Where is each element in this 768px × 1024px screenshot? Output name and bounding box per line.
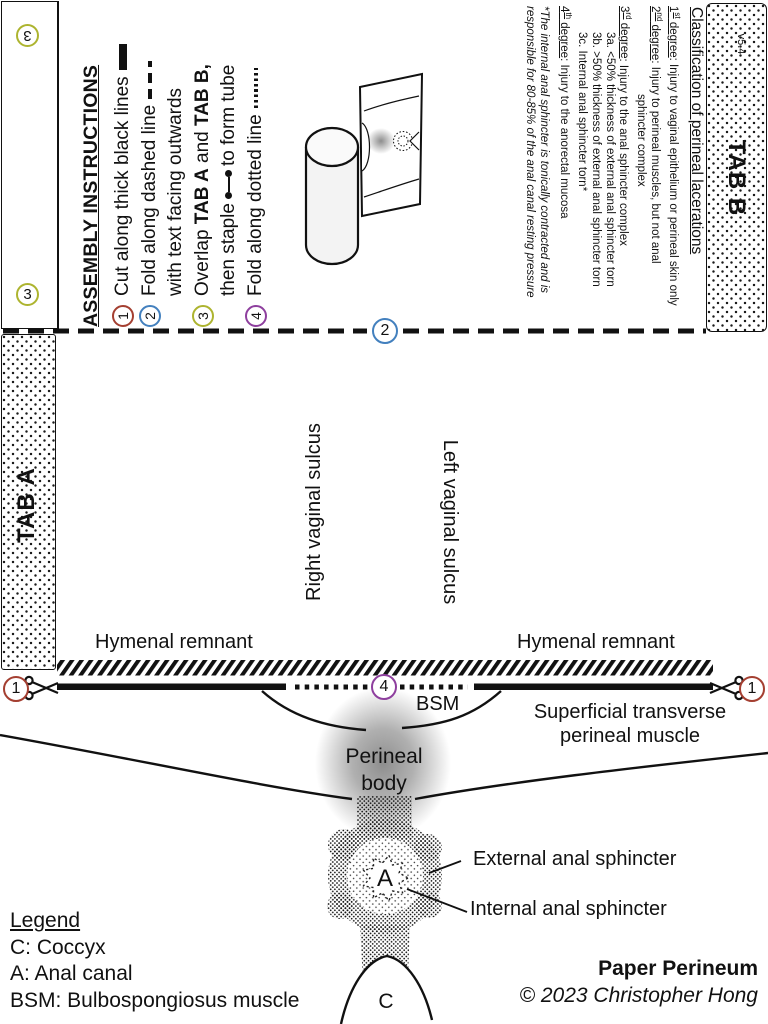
step-3-text-line2b: to form tube (218, 64, 239, 167)
version-label: v5.4 (735, 33, 747, 55)
legend-coccyx: C: Coccyx (10, 935, 106, 959)
degree-3b: 3b. >50% thickness of external anal sphincter torn (589, 32, 602, 287)
staple-sample (225, 170, 232, 199)
copyright: © 2023 Christopher Hong (519, 984, 758, 1007)
staple-marker-3-top: 3 (16, 24, 39, 47)
classification-footnote: *The internal anal sphincter is tonically contracted and is responsible for 80-85% of the anal canal resting pressure (523, 6, 550, 298)
step-3-badge: 3 (192, 305, 214, 327)
step-3-tab-b: TAB B, (192, 64, 213, 126)
step-1-text: Cut along thick black lines (112, 76, 133, 296)
degree-2-continued: sphincter complex (635, 94, 648, 187)
degree-4: 4th degree: Injury to the anorectal mucosa (557, 6, 573, 219)
bsm-label: BSM (416, 693, 460, 715)
assembled-model-illustration (306, 74, 422, 264)
degree-3c: 3c. Internal anal sphincter torn* (575, 32, 588, 192)
step-1-badge: 1 (112, 305, 134, 327)
dashed-line-sample (148, 61, 152, 99)
degree-1: 1st degree: Injury to vaginal epithelium or perineal skin only (667, 6, 682, 306)
assembly-instructions-title: ASSEMBLY INSTRUCTIONS (80, 64, 102, 327)
title-paper-perineum: Paper Perineum (598, 957, 758, 980)
coccyx-letter: C (378, 990, 394, 1013)
left-vaginal-sulcus-label: Left vaginal sulcus (439, 439, 461, 605)
step-3-tab-a: TAB A (192, 168, 213, 225)
staple-marker-3-bottom: 3 (16, 283, 39, 306)
hymenal-remnant-left-label: Hymenal remnant (95, 631, 253, 653)
step-3-text-line2: then staple (218, 203, 239, 296)
perineal-body-label: Perineal body (345, 745, 423, 795)
instruction-step-3 (190, 6, 242, 327)
instruction-step-4 (243, 6, 269, 327)
internal-anal-sphincter-label: Internal anal sphincter (470, 898, 667, 920)
assembly-instructions (80, 6, 295, 327)
tab-b-label: TAB B (723, 139, 750, 217)
dotted-line-sample (254, 68, 257, 108)
thick-line-sample (119, 44, 127, 70)
hymenal-remnant-right-label: Hymenal remnant (517, 631, 675, 653)
tab-a-label: TAB A (13, 467, 40, 543)
legend-anal-canal: A: Anal canal (10, 962, 133, 985)
staple-overlap-strip (1, 1, 59, 329)
step-2-text: Fold along dashed line (139, 104, 160, 296)
degree-3: 3rd degree: Injury to the anal sphincter complex (617, 6, 633, 246)
step-2-badge: 2 (139, 305, 161, 327)
external-anal-sphincter-label: External anal sphincter (473, 848, 677, 870)
step-3-text: Overlap (192, 224, 213, 296)
classification-title: Classification of perineal lacerations (688, 7, 705, 255)
classification-panel (488, 6, 703, 328)
footer (520, 955, 758, 1009)
superficial-transverse-label: Superficial transverse perineal muscle (533, 701, 727, 747)
degree-3a: 3a. <50% thickness of external anal sphincter torn (603, 32, 616, 287)
step-3-text-mid: and (192, 125, 213, 169)
scissors-icon-right (710, 677, 743, 699)
cut-marker-1-right: 1 (739, 676, 765, 702)
step-4-badge: 4 (245, 305, 267, 327)
step-4-text: Fold along dotted line (245, 114, 266, 296)
instruction-step-2 (137, 6, 189, 327)
fold-marker-4: 4 (371, 674, 397, 700)
anal-canal-letter: A (376, 865, 394, 892)
legend (10, 908, 299, 1014)
degree-2: 2nd degree: Injury to perineal muscles, but not anal (649, 6, 665, 264)
legend-bsm: BSM: Bulbospongiosus muscle (10, 988, 300, 1012)
cut-marker-1-left: 1 (3, 676, 29, 702)
step-2-text-line2: with text facing outwards (165, 87, 186, 296)
scissors-icon-left (25, 677, 58, 699)
right-vaginal-sulcus-label: Right vaginal sulcus (303, 423, 325, 601)
instruction-step-1 (110, 6, 136, 327)
fold-marker-2: 2 (372, 318, 398, 344)
legend-title: Legend (10, 909, 81, 932)
